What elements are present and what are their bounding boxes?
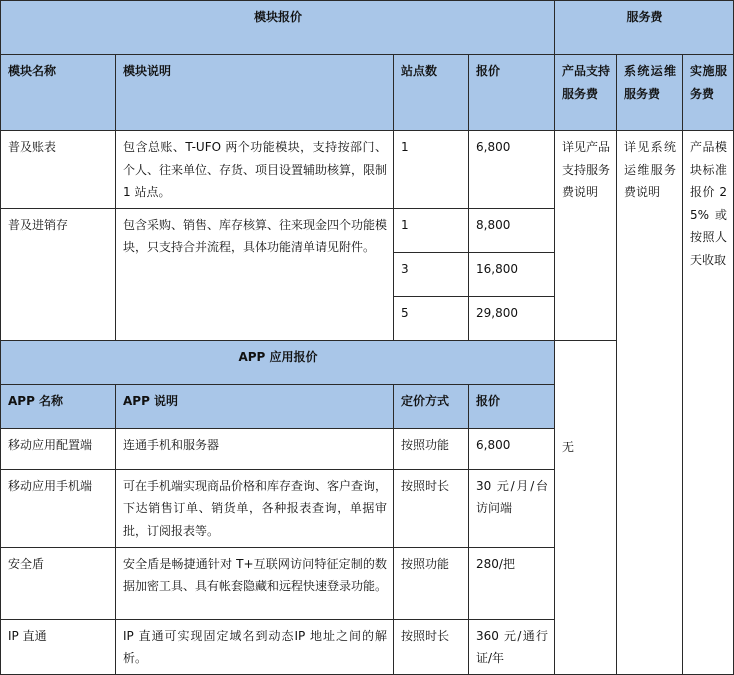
module-sites: 1 bbox=[394, 208, 469, 252]
app-price: 6,800 bbox=[469, 428, 555, 469]
module-desc: 包含总账、T-UFO 两个功能模块，支持按部门、个人、往来单位、存货、项目设置辅助核算，限制 1 站点。 bbox=[116, 131, 394, 209]
col-header-app-desc: APP 说明 bbox=[116, 384, 394, 428]
col-header-maintenance-fee: 系统运维服务费 bbox=[617, 55, 683, 131]
app-desc: 连通手机和服务器 bbox=[116, 428, 394, 469]
module-name: 普及进销存 bbox=[1, 208, 116, 340]
app-desc: 安全盾是畅捷通针对 T+互联网访问特征定制的数据加密工具、具有帐套隐藏和远程快速登录功能。 bbox=[116, 547, 394, 619]
col-header-price: 报价 bbox=[469, 55, 555, 131]
app-price: 30 元/月/台访问端 bbox=[469, 469, 555, 547]
module-header-row bbox=[1, 55, 734, 131]
app-price: 360 元/通行证/年 bbox=[469, 619, 555, 674]
module-price: 29,800 bbox=[469, 296, 555, 340]
col-header-implementation-fee: 实施服务费 bbox=[683, 55, 734, 131]
app-name: IP 直通 bbox=[1, 619, 116, 674]
module-title-row bbox=[1, 1, 734, 55]
col-header-app-name: APP 名称 bbox=[1, 384, 116, 428]
module-sites: 1 bbox=[394, 131, 469, 209]
app-name: 移动应用手机端 bbox=[1, 469, 116, 547]
app-name: 移动应用配置端 bbox=[1, 428, 116, 469]
module-sites: 3 bbox=[394, 252, 469, 296]
app-pricing: 按照功能 bbox=[394, 547, 469, 619]
app-pricing: 按照功能 bbox=[394, 428, 469, 469]
module-price: 8,800 bbox=[469, 208, 555, 252]
table-row bbox=[1, 131, 734, 209]
support-fee-note: 详见产品支持服务费说明 bbox=[555, 131, 617, 341]
app-pricing: 按照时长 bbox=[394, 469, 469, 547]
col-header-sites: 站点数 bbox=[394, 55, 469, 131]
implementation-fee-note: 产品模块标准报价 25% 或按照人天收取 bbox=[683, 131, 734, 675]
col-header-app-price: 报价 bbox=[469, 384, 555, 428]
app-pricing: 按照时长 bbox=[394, 619, 469, 674]
app-price: 280/把 bbox=[469, 547, 555, 619]
module-desc: 包含采购、销售、库存核算、往来现金四个功能模块，只支持合并流程，具体功能清单请见附件。 bbox=[116, 208, 394, 340]
service-fee-title: 服务费 bbox=[555, 1, 734, 55]
maintenance-fee-note: 详见系统运维服务费说明 bbox=[617, 131, 683, 675]
module-price: 16,800 bbox=[469, 252, 555, 296]
module-name: 普及账表 bbox=[1, 131, 116, 209]
app-desc: 可在手机端实现商品价格和库存查询、客户查询，下达销售订单、销货单，各种报表查询，单据审批，订阅报表等。 bbox=[116, 469, 394, 547]
module-sites: 5 bbox=[394, 296, 469, 340]
col-header-support-fee: 产品支持服务费 bbox=[555, 55, 617, 131]
col-header-module-desc: 模块说明 bbox=[116, 55, 394, 131]
app-name: 安全盾 bbox=[1, 547, 116, 619]
col-header-pricing: 定价方式 bbox=[394, 384, 469, 428]
app-section-title: APP 应用报价 bbox=[1, 340, 555, 384]
app-support-fee-none: 无 bbox=[555, 340, 617, 674]
module-price: 6,800 bbox=[469, 131, 555, 209]
module-section-title: 模块报价 bbox=[1, 1, 555, 55]
col-header-module-name: 模块名称 bbox=[1, 55, 116, 131]
app-desc: IP 直通可实现固定域名到动态IP 地址之间的解析。 bbox=[116, 619, 394, 674]
